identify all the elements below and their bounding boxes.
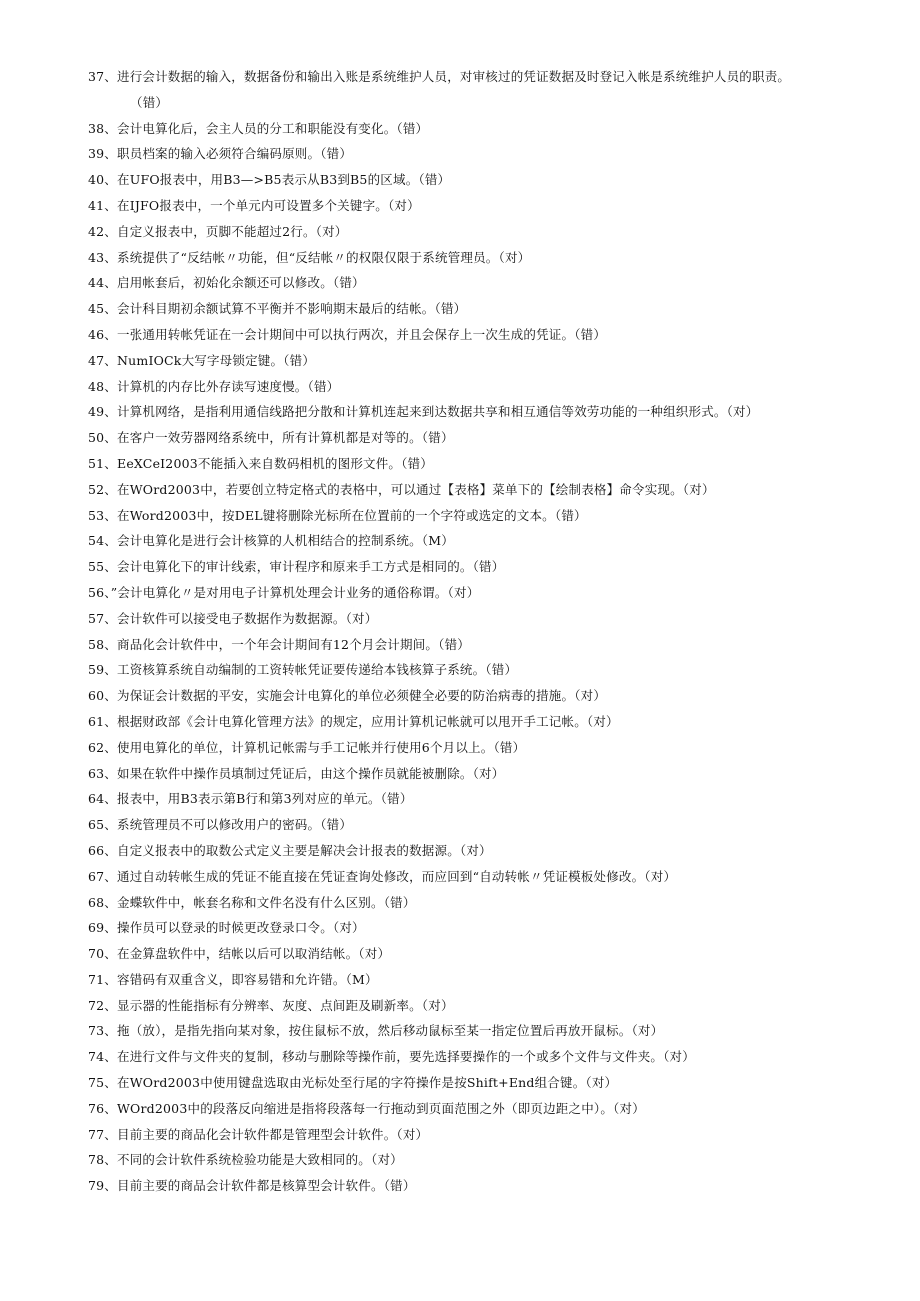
question-47: 47、NumIOCk大写字母锁定键。（错）: [88, 352, 316, 368]
question-61: 61、根据财政部《会计电算化管理方法》的规定，应用计算机记帐就可以甩开手工记帐。（对）: [88, 713, 619, 729]
question-74: 74、在进行文件与文件夹的复制，移动与删除等操作前，要先选择要操作的一个或多个文件与文件夹。（对）: [88, 1049, 695, 1065]
question-73: 73、拖（放），是指先指向某对象，按住鼠标不放，然后移动鼠标至某一指定位置后再放开鼠标。（对）: [88, 1023, 664, 1039]
question-76: 76、WOrd2003中的段落反向缩进是指将段落每一行拖动到页面范围之外（即页边距之中）。（对）: [88, 1100, 645, 1116]
question-60: 60、为保证会计数据的平安，实施会计电算化的单位必须健全必要的防治病毒的措施。（对）: [88, 688, 607, 704]
question-38: 38、会计电算化后，会主人员的分工和职能没有变化。（错）: [88, 120, 429, 136]
question-75: 75、在WOrd2003中使用键盘选取由光标处至行尾的字符操作是按Shift+End组合键。（对）: [88, 1075, 618, 1091]
question-50: 50、在客户一效劳器网络系统中，所有计算机都是对等的。（错）: [88, 430, 454, 446]
question-37: [88, 64, 858, 116]
question-39: 39、职员档案的输入必须符合编码原则。（错）: [88, 146, 353, 162]
question-79: 79、目前主要的商品会计软件都是核算型会计软件。（错）: [88, 1178, 416, 1194]
question-answer: （错）: [130, 94, 169, 110]
question-58: 58、商品化会计软件中，一个年会计期间有12个月会计期间。（错）: [88, 636, 470, 652]
question-67: 67、通过自动转帐生成的凭证不能直接在凭证查询处修改，而应回到“自动转帐〃凭证模板处修改。（对）: [88, 868, 677, 884]
question-69: 69、操作员可以登录的时候更改登录口令。（对）: [88, 920, 365, 936]
question-64: 64、报表中，用B3表示第B行和第3列对应的单元。（错）: [88, 791, 413, 807]
question-41: 41、在IJFO报表中，一个单元内可设置多个关键字。（对）: [88, 197, 420, 213]
question-54: 54、会计电算化是进行会计核算的人机相结合的控制系统。（M）: [88, 533, 454, 549]
question-77: 77、目前主要的商品化会计软件都是管理型会计软件。（对）: [88, 1126, 429, 1142]
question-52: 52、在WOrd2003中，若要创立特定格式的表格中，可以通过【表格】菜单下的【绘制表格】命令实现。（对）: [88, 481, 715, 497]
question-72: 72、显示器的性能指标有分辨率、灰度、点间距及刷新率。（对）: [88, 997, 454, 1013]
question-71: 71、容错码有双重含义，即容易错和允许错。（M）: [88, 971, 378, 987]
question-42: 42、自定义报表中，页脚不能超过2行。（对）: [88, 223, 348, 239]
question-text: 37、进行会计数据的输入，数据备份和输出入账是系统维护人员，对审核过的凭证数据及时登记入帐是系统维护人员的职责。: [88, 69, 791, 84]
question-56: 56、”会计电算化〃是对用电子计算机处理会计业务的通俗称谓。（对）: [88, 584, 480, 600]
question-45: 45、会计科目期初余额试算不平衡并不影响期末最后的结帐。（错）: [88, 301, 467, 317]
document-page: [0, 64, 920, 1199]
question-43: 43、系统提供了“反结帐〃功能，但“反结帐〃的权限仅限于系统管理员。（对）: [88, 249, 531, 265]
question-68: 68、金蝶软件中，帐套名称和文件名没有什么区别。（错）: [88, 894, 416, 910]
question-49: 49、计算机网络，是指利用通信线路把分散和计算机连起来到达数据共享和相互通信等效劳功能的一种组织形式。（对）: [88, 404, 759, 420]
question-59: 59、工资核算系统自动编制的工资转帐凭证要传递给本钱核算子系统。（错）: [88, 662, 518, 678]
question-65: 65、系统管理员不可以修改用户的密码。（错）: [88, 817, 353, 833]
question-57: 57、会计软件可以接受电子数据作为数据源。（对）: [88, 610, 378, 626]
question-46: 46、一张通用转帐凭证在一会计期间中可以执行两次，并且会保存上一次生成的凭证。（错）: [88, 326, 607, 342]
question-44: 44、启用帐套后，初始化余额还可以修改。（错）: [88, 275, 365, 291]
question-48: 48、计算机的内存比外存读写速度慢。（错）: [88, 378, 340, 394]
question-53: 53、在Word2003中，按DEL键将删除光标所在位置前的一个字符或选定的文本。（错）: [88, 507, 587, 523]
question-55: 55、会计电算化下的审计线索，审计程序和原来手工方式是相同的。（错）: [88, 559, 505, 575]
question-78: 78、不同的会计软件系统检验功能是大致相同的。（对）: [88, 1152, 403, 1168]
question-40: 40、在UFO报表中，用B3—>B5表示从B3到B5的区域。（错）: [88, 172, 451, 188]
question-70: 70、在金算盘软件中，结帐以后可以取消结帐。（对）: [88, 946, 391, 962]
question-62: 62、使用电算化的单位，计算机记帐需与手工记帐并行使用6个月以上。（错）: [88, 739, 526, 755]
question-66: 66、自定义报表中的取数公式定义主要是解决会计报表的数据源。（对）: [88, 842, 492, 858]
question-63: 63、如果在软件中操作员填制过凭证后，由这个操作员就能被删除。（对）: [88, 765, 505, 781]
question-51: 51、EeXCeI2003不能插入来自数码相机的图形文件。（错）: [88, 455, 433, 471]
